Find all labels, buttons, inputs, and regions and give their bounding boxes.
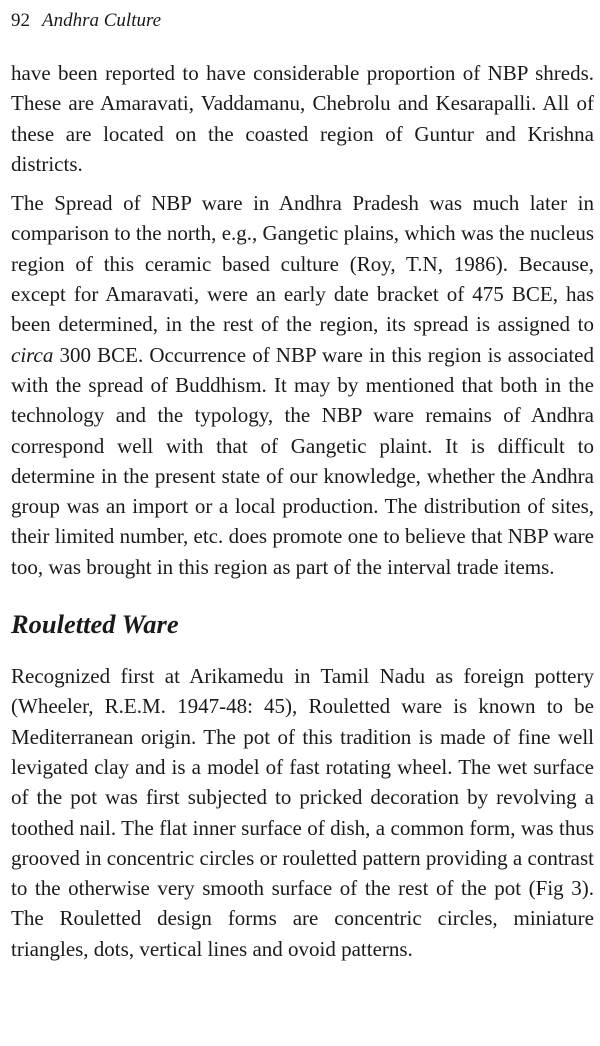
italic-term-circa: circa: [11, 342, 54, 367]
running-head: [11, 6, 594, 36]
book-title: Andhra Culture: [42, 10, 162, 31]
paragraph-rouletted-ware: Recognized first at Arikamedu in Tamil Nadu as foreign pottery (Wheeler, R.E.M. 1947-48: 45), Rouletted ware is known to be Mediterranean origin. The pot of this tradition is made of fine well levigated clay and is a model of fast rotating wheel. The wet surface of the pot was first subjected to pricked decoration by revolving a toothed nail. The flat inner surface of dish, a common form, was thus grooved in concentric circles or rouletted pattern providing a contrast to the otherwise very smooth surface of the rest of the pot (Fig 3). The Rouletted design forms are concentric circles, miniature triangles, dots, vertical lines and ovoid patterns.: [11, 664, 594, 961]
section-heading-rouletted-ware: Rouletted Ware: [11, 609, 179, 640]
paragraph-nbp-spread: [11, 188, 594, 582]
paragraph-text-before-term: The Spread of NBP ware in Andhra Pradesh was much later in comparison to the north, e.g., Gangetic plains, which was the nucleus region of this ceramic based culture (Roy, T.N, 1986). Because, except for Amaravati, were an early date bracket of 475 BCE, has been determined, in the rest of the region, its spread is assigned to: [11, 191, 594, 337]
page-number: 92: [11, 10, 30, 31]
paragraph-nbp-sites: have been reported to have considerable proportion of NBP shreds. These are Amaravati, Vaddamanu, Chebrolu and Kesarapalli. All of these are located on the coasted region of Guntur and Krishna districts.: [11, 61, 594, 176]
paragraph-text-after-term: 300 BCE. Occurrence of NBP ware in this region is associated with the spread of Buddhism. It may by mentioned that both in the technology and the typology, the NBP ware remains of Andhra correspond well with that of Gangetic plaint. It is difficult to determine in the present state of our knowledge, whether the Andhra group was an import or a local production. The distribution of sites, their limited number, etc. does promote one to believe that NBP ware too, was brought in this region as part of the interval trade items.: [11, 342, 594, 579]
